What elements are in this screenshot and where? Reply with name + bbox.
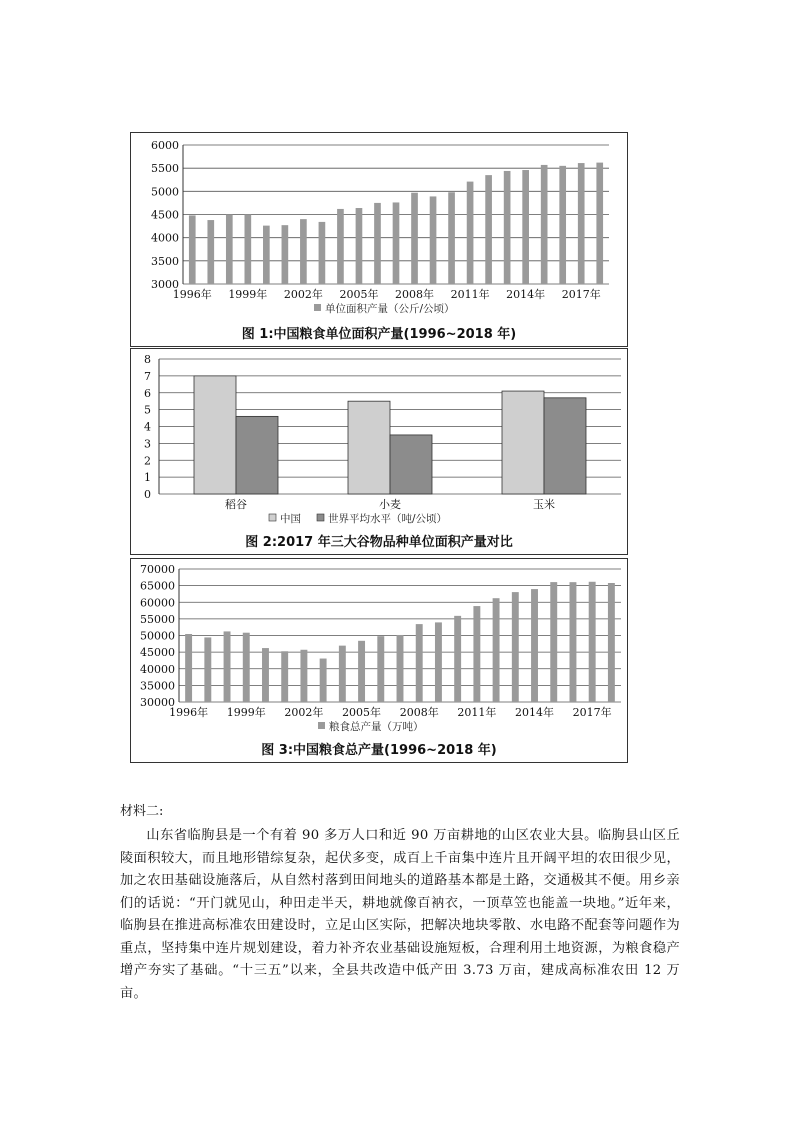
bar-2018 [608, 583, 615, 702]
bar-2001 [281, 651, 288, 702]
bar-2014 [531, 589, 538, 702]
figure-3-plot [131, 559, 627, 739]
bar-2007 [393, 202, 400, 284]
y-tick-label: 3 [144, 437, 151, 451]
bar-2000 [262, 648, 269, 702]
y-tick-label: 5500 [151, 162, 179, 176]
material-title: 材料二: [120, 804, 164, 819]
y-tick-label: 0 [144, 488, 151, 501]
bar-2012 [493, 598, 500, 702]
bar-1999 [243, 633, 250, 702]
x-tick-label: 2017年 [572, 706, 612, 719]
bar-1997 [207, 220, 214, 284]
y-tick-label: 7 [144, 369, 151, 383]
bar-2003 [320, 659, 327, 702]
figure-2-plot [131, 349, 627, 531]
x-tick-label: 2002年 [283, 288, 323, 301]
bar-1997 [204, 637, 211, 702]
bar-1998 [226, 215, 233, 285]
x-tick-label: 1996年 [169, 706, 209, 719]
bar-2004 [339, 646, 346, 702]
legend-label: 单位面积产量（公斤/公顷） [325, 303, 455, 315]
y-tick-label: 2 [144, 454, 151, 468]
bar-2005 [356, 208, 363, 284]
bar-2017 [578, 163, 585, 284]
bar-2015 [541, 165, 548, 284]
bar-2010 [454, 616, 461, 702]
figure-1-caption: 图 1:中国粮食单位面积产量(1996~2018 年) [241, 327, 517, 342]
y-tick-label: 55000 [140, 612, 175, 626]
figure-1-plot [131, 133, 627, 323]
bar-2011 [473, 606, 480, 702]
x-tick-label: 2008年 [395, 288, 435, 301]
y-tick-label: 30000 [140, 696, 175, 709]
bar-稻谷-1 [236, 416, 278, 494]
bar-1996 [189, 215, 196, 284]
bar-2003 [319, 222, 326, 284]
bar-1998 [224, 631, 231, 702]
bar-2016 [569, 582, 576, 702]
bar-1999 [244, 215, 251, 285]
x-tick-label: 2002年 [284, 706, 324, 719]
bar-2002 [300, 219, 307, 284]
y-tick-label: 4500 [151, 208, 179, 222]
y-tick-label: 6 [144, 386, 151, 400]
legend-swatch-world [317, 514, 324, 521]
figure-1-chart [130, 132, 628, 347]
bar-2013 [512, 592, 519, 702]
bar-2013 [504, 171, 511, 284]
bar-2016 [559, 166, 566, 284]
y-tick-label: 60000 [140, 596, 175, 610]
legend-label: 粮食总产量（万吨） [329, 721, 424, 733]
y-tick-label: 45000 [140, 646, 175, 660]
legend-swatch [314, 304, 321, 311]
y-tick-label: 35000 [140, 679, 175, 693]
x-tick-label: 2011年 [457, 706, 497, 719]
bar-2018 [596, 163, 603, 284]
x-tick-label: 2008年 [399, 706, 439, 719]
bar-2015 [550, 582, 557, 702]
y-tick-label: 65000 [140, 579, 175, 593]
x-tick-label: 1999年 [228, 288, 268, 301]
y-tick-label: 5 [144, 403, 151, 417]
bar-玉米-1 [544, 398, 586, 494]
bar-2004 [337, 209, 344, 284]
bar-2006 [374, 203, 381, 284]
bar-小麦-0 [348, 401, 390, 494]
x-tick-label: 2017年 [561, 288, 601, 301]
bar-2008 [411, 193, 418, 284]
x-tick-label: 2005年 [342, 706, 382, 719]
bar-2007 [397, 635, 404, 702]
y-tick-label: 1 [144, 471, 151, 485]
x-category-label: 玉米 [533, 498, 555, 511]
bar-2012 [485, 175, 492, 284]
bar-2002 [300, 650, 307, 702]
y-tick-label: 40000 [140, 662, 175, 676]
x-tick-label: 2014年 [506, 288, 546, 301]
y-tick-label: 4 [144, 420, 151, 434]
y-tick-label: 8 [144, 353, 151, 366]
figure-3-chart [130, 558, 628, 763]
bar-玉米-0 [502, 391, 544, 494]
y-tick-label: 3500 [151, 254, 179, 268]
figure-2-chart [130, 348, 628, 555]
x-category-label: 稻谷 [225, 498, 247, 511]
y-tick-label: 5000 [151, 185, 179, 199]
bar-2017 [589, 582, 596, 702]
material-body: 山东省临朐县是一个有着 90 多万人口和近 90 万亩耕地的山区农业大县。临朐县山区丘陵面积较大，而且地形错综复杂，起伏多变，成百上千亩集中连片且开阔平坦的农田很少见，加之农田基础设施落后，从自然村落到田间地头的道路基本都是土路，交通极其不便。用乡亲们的话说：“开门就见山，种田走半天，耕地就像百衲衣，一顶草笠也能盖一块地。”近年来，临朐县在推进高标准农田建设时，立足山区实际，把解决地块零散、水电路不配套等问题作为重点，坚持集中连片规划建设，着力补齐农业基础设施短板，合理利用土地资源，为粮食稳产增产夯实了基础。“十三五”以来，全县共改造中低产田 3.73 万亩，建成高标准农田 12 万亩。 [120, 828, 680, 1001]
bar-2008 [416, 624, 423, 702]
bar-2001 [282, 225, 289, 284]
y-tick-label: 3000 [151, 278, 179, 291]
x-tick-label: 2014年 [515, 706, 555, 719]
legend-label-china: 中国 [280, 513, 301, 525]
x-tick-label: 1996年 [172, 288, 212, 301]
x-tick-label: 2005年 [339, 288, 379, 301]
legend-swatch [318, 722, 325, 729]
bar-1996 [185, 634, 192, 702]
bar-2010 [448, 192, 455, 284]
x-category-label: 小麦 [379, 498, 401, 511]
bar-稻谷-0 [194, 376, 236, 494]
bar-2014 [522, 170, 529, 284]
bar-2000 [263, 226, 270, 284]
y-tick-label: 6000 [151, 139, 179, 152]
figure-2-caption: 图 2:2017 年三大谷物品种单位面积产量对比 [245, 535, 513, 550]
y-tick-label: 50000 [140, 629, 175, 643]
x-tick-label: 1999年 [226, 706, 266, 719]
bar-2006 [377, 636, 384, 702]
material-two-section [120, 800, 680, 1005]
y-tick-label: 4000 [151, 231, 179, 245]
bar-2011 [467, 182, 474, 284]
y-tick-label: 70000 [140, 563, 175, 576]
bar-小麦-1 [390, 435, 432, 494]
bar-2005 [358, 641, 365, 702]
x-tick-label: 2011年 [450, 288, 490, 301]
figure-3-caption: 图 3:中国粮食总产量(1996~2018 年) [261, 743, 497, 758]
bar-2009 [435, 622, 442, 702]
bar-2009 [430, 196, 437, 284]
legend-swatch-china [269, 514, 276, 521]
legend-label-world: 世界平均水平（吨/公顷） [328, 513, 448, 525]
